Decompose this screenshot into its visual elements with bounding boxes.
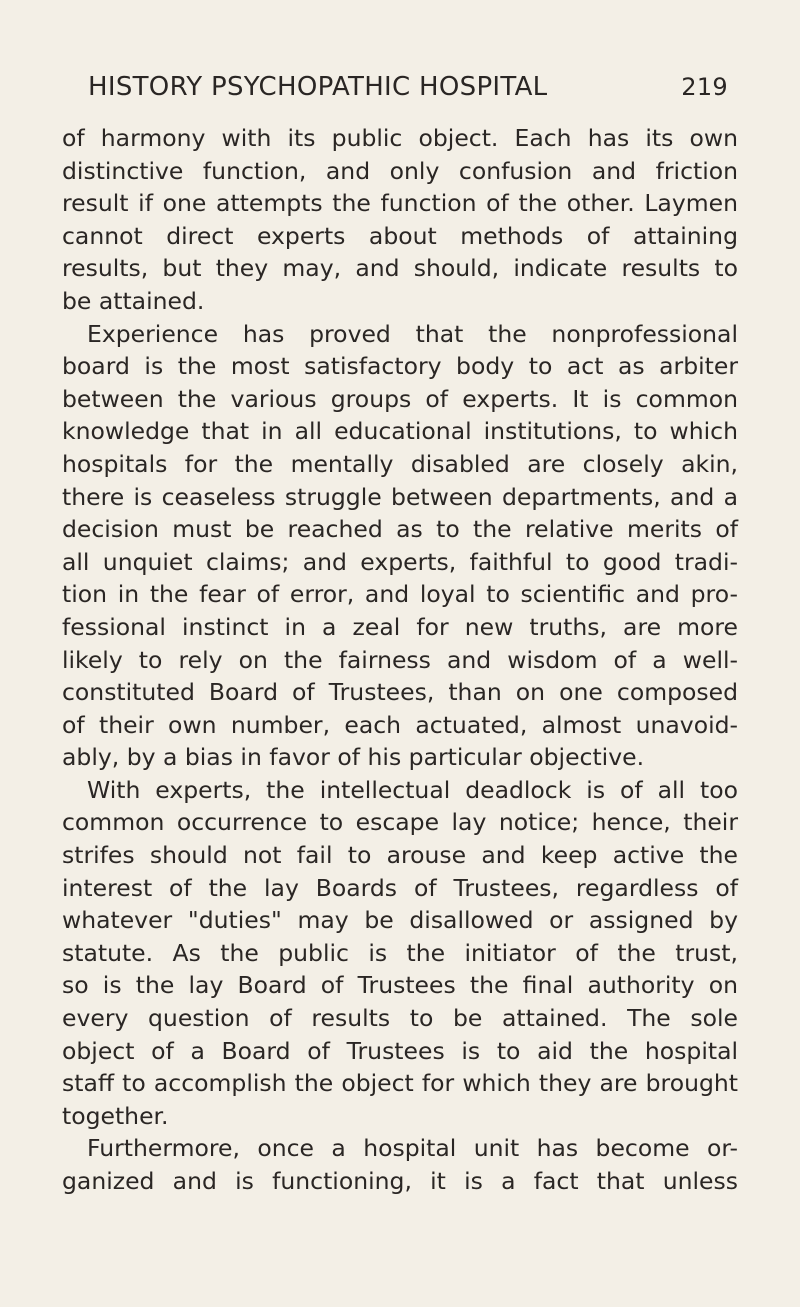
- text-line: hospitals for the mentally disabled are closely akin,: [62, 449, 738, 478]
- text-line: there is ceaseless struggle between departments, and a: [62, 482, 738, 511]
- running-title: HISTORY PSYCHOPATHIC HOSPITAL: [88, 72, 548, 102]
- text-line: result if one attempts the function of the other. Laymen: [62, 189, 738, 218]
- text-line: interest of the lay Boards of Trustees, regardless of: [62, 873, 738, 902]
- text-line: tion in the fear of error, and loyal to scientific and pro-: [62, 580, 738, 609]
- text-line: board is the most satisfactory body to act as arbiter: [62, 352, 738, 381]
- running-header: [88, 72, 728, 102]
- text-line: ably, by a bias in favor of his particular objective.: [62, 743, 645, 772]
- text-line: strifes should not fail to arouse and keep active the: [62, 841, 738, 870]
- text-line: results, but they may, and should, indicate results to: [62, 254, 738, 283]
- page-number: 219: [681, 73, 728, 101]
- text-line: Furthermore, once a hospital unit has become or-: [87, 1134, 738, 1163]
- text-line: likely to rely on the fairness and wisdom of a well-: [62, 645, 738, 674]
- text-line: every question of results to be attained. The sole: [62, 1004, 738, 1033]
- text-line: common occurrence to escape lay notice; hence, their: [62, 808, 738, 837]
- text-line: object of a Board of Trustees is to aid the hospital: [62, 1036, 738, 1065]
- text-line: distinctive function, and only confusion and friction: [62, 156, 738, 185]
- text-line: With experts, the intellectual deadlock is of all too: [87, 775, 738, 804]
- text-line: together.: [62, 1101, 169, 1130]
- text-line: between the various groups of experts. It is common: [62, 384, 738, 413]
- text-line: whatever "duties" may be disallowed or assigned by: [62, 906, 738, 935]
- text-line: fessional instinct in a zeal for new truths, are more: [62, 612, 738, 641]
- text-line: cannot direct experts about methods of attaining: [62, 221, 738, 250]
- text-line: staff to accomplish the object for which they are brought: [62, 1069, 738, 1098]
- text-line: be attained.: [62, 286, 205, 315]
- text-line: statute. As the public is the initiator of the trust,: [62, 938, 738, 967]
- text-line: decision must be reached as to the relative merits of: [62, 515, 738, 544]
- text-line: Experience has proved that the nonprofessional: [87, 319, 738, 348]
- text-line: so is the lay Board of Trustees the final authority on: [62, 971, 738, 1000]
- text-line: knowledge that in all educational institutions, to which: [62, 417, 738, 446]
- body-text: [62, 122, 738, 1198]
- text-line: ganized and is functioning, it is a fact that unless: [62, 1167, 738, 1195]
- text-line: constituted Board of Trustees, than on one composed: [62, 678, 738, 707]
- text-line: of harmony with its public object. Each has its own: [62, 124, 738, 152]
- text-line: of their own number, each actuated, almost unavoid-: [62, 710, 738, 739]
- text-line: all unquiet claims; and experts, faithful to good tradi-: [62, 547, 738, 576]
